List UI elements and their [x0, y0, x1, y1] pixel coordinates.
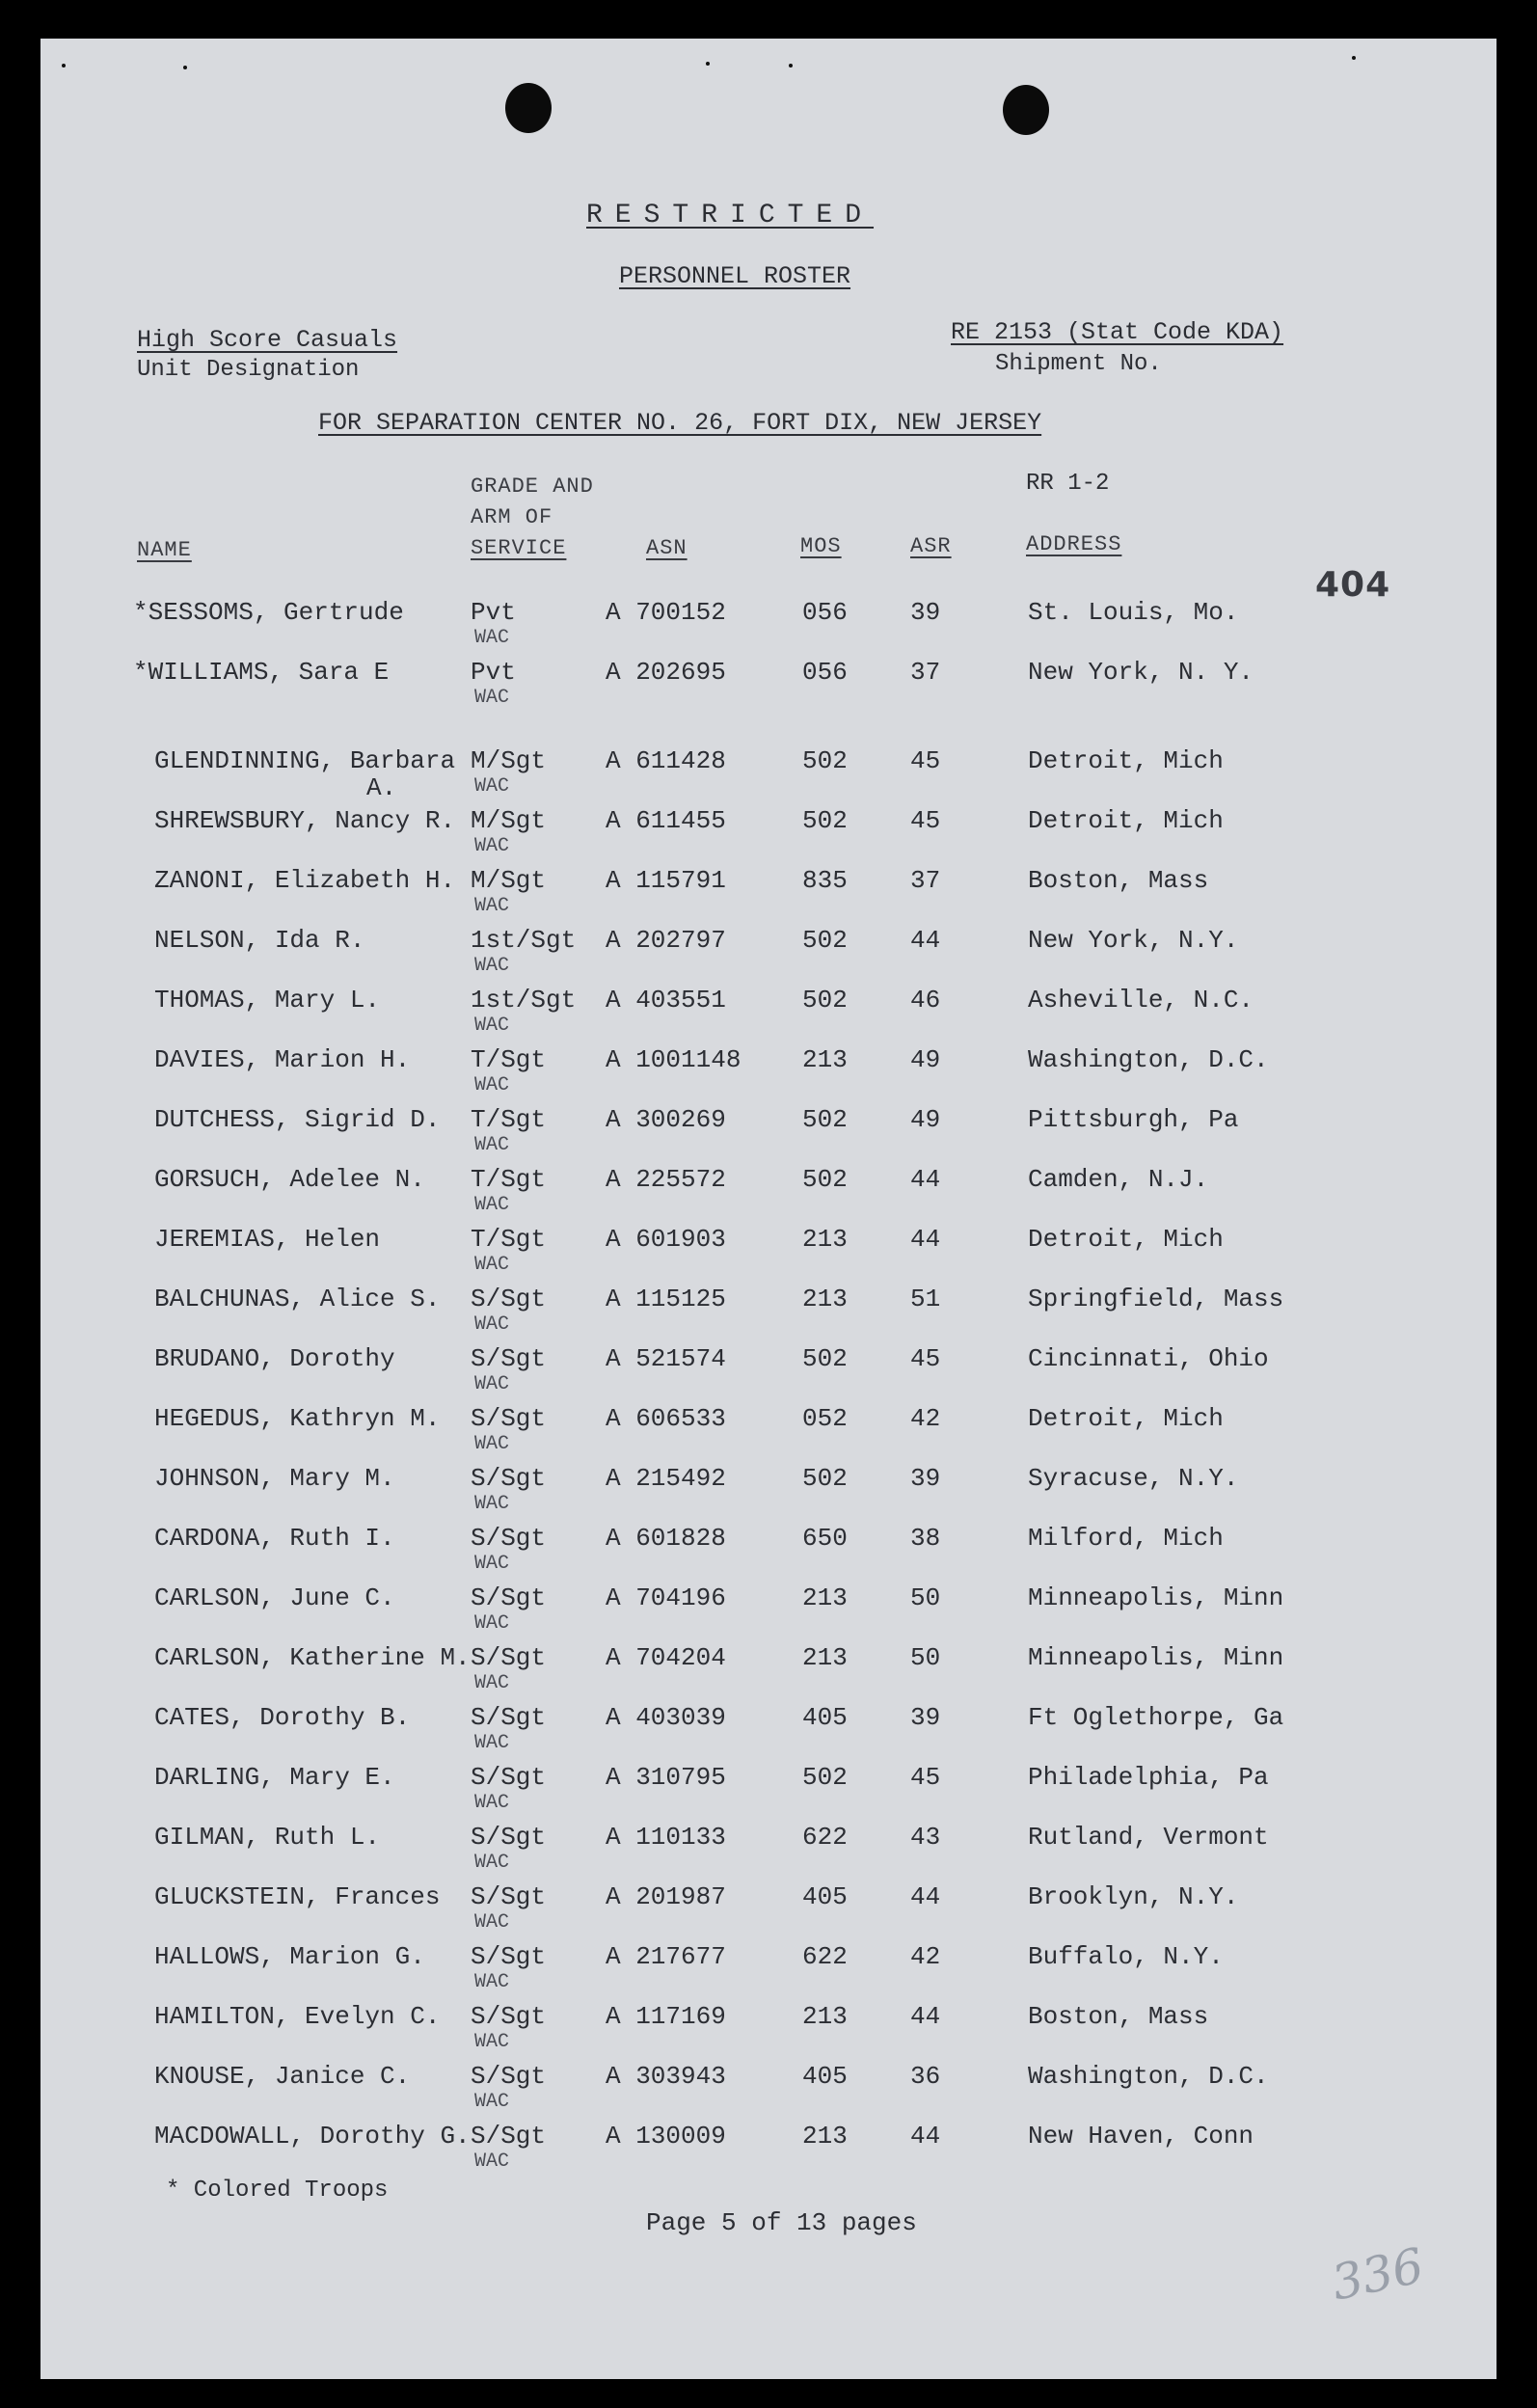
asr-cell: 50: [910, 1643, 941, 1672]
asr-cell: 44: [910, 926, 941, 955]
mos-cell: 213: [802, 2122, 848, 2151]
name-cell: MACDOWALL, Dorothy G.: [154, 2122, 471, 2151]
column-header-name: NAME: [137, 538, 192, 562]
table-row: [40, 1045, 1497, 1103]
name-cell: CATES, Dorothy B.: [154, 1703, 411, 1732]
name-cell: DARLING, Mary E.: [154, 1763, 395, 1792]
grade-cell: S/Sgt: [471, 1285, 547, 1313]
asn-cell: A 1001148: [606, 1045, 742, 1074]
asn-cell: A 601828: [606, 1524, 726, 1553]
table-row: [40, 1165, 1497, 1223]
asr-cell: 37: [910, 866, 941, 895]
arm-of-service: WAC: [474, 1254, 510, 1276]
grade-cell: S/Sgt: [471, 2002, 547, 2031]
asn-cell: A 130009: [606, 2122, 726, 2151]
name-cell: GORSUCH, Adelee N.: [154, 1165, 425, 1194]
address-cell: Boston, Mass: [1028, 2002, 1209, 2031]
arm-of-service: WAC: [474, 1792, 510, 1814]
asr-cell: 45: [910, 746, 941, 775]
address-cell: Minneapolis, Minn: [1028, 1583, 1284, 1612]
asn-cell: A 611455: [606, 806, 726, 835]
mos-cell: 213: [802, 2002, 848, 2031]
address-cell: Ft Oglethorpe, Ga: [1028, 1703, 1284, 1732]
grade-cell: S/Sgt: [471, 2062, 547, 2091]
asr-cell: 42: [910, 1404, 941, 1433]
grade-cell: M/Sgt: [471, 866, 547, 895]
name-cell: BRUDANO, Dorothy: [154, 1344, 395, 1373]
asr-cell: 44: [910, 1882, 941, 1911]
asr-cell: 45: [910, 806, 941, 835]
address-cell: Detroit, Mich: [1028, 1404, 1224, 1433]
grade-cell: S/Sgt: [471, 1942, 547, 1971]
table-row: [40, 986, 1497, 1043]
asn-cell: A 300269: [606, 1105, 726, 1134]
asn-cell: A 115125: [606, 1285, 726, 1313]
mos-cell: 502: [802, 926, 848, 955]
asn-cell: A 225572: [606, 1165, 726, 1194]
mos-cell: 405: [802, 1703, 848, 1732]
grade-cell: S/Sgt: [471, 1404, 547, 1433]
address-cell: New York, N.Y.: [1028, 926, 1239, 955]
name-cell: SHREWSBURY, Nancy R.: [154, 806, 456, 835]
arm-of-service: WAC: [474, 2031, 510, 2053]
unit-label: Unit Designation: [137, 357, 360, 383]
asn-cell: A 110133: [606, 1823, 726, 1852]
grade-cell: T/Sgt: [471, 1165, 547, 1194]
asr-cell: 44: [910, 1165, 941, 1194]
column-header-asn: ASN: [646, 536, 688, 560]
table-row: [40, 1882, 1497, 1940]
mos-cell: 056: [802, 658, 848, 687]
destination-line: FOR SEPARATION CENTER NO. 26, FORT DIX, NEW JERSEY: [318, 409, 1042, 437]
table-row: [40, 1404, 1497, 1462]
mos-cell: 502: [802, 1165, 848, 1194]
table-row: [40, 806, 1497, 864]
address-cell: Asheville, N.C.: [1028, 986, 1254, 1015]
asr-cell: 44: [910, 1225, 941, 1254]
asn-cell: A 117169: [606, 2002, 726, 2031]
asr-cell: 38: [910, 1524, 941, 1553]
table-row: [40, 1823, 1497, 1880]
speck: [183, 66, 187, 69]
table-row: [40, 2122, 1497, 2179]
grade-cell: S/Sgt: [471, 1703, 547, 1732]
stamp-number: 404: [1315, 565, 1391, 605]
grade-cell: Pvt: [471, 658, 516, 687]
asr-cell: 36: [910, 2062, 941, 2091]
asr-cell: 44: [910, 2002, 941, 2031]
grade-cell: T/Sgt: [471, 1105, 547, 1134]
table-row: [40, 746, 1497, 804]
table-row: [40, 1464, 1497, 1522]
asn-cell: A 310795: [606, 1763, 726, 1792]
mos-cell: 502: [802, 1105, 848, 1134]
asr-cell: 46: [910, 986, 941, 1015]
asr-cell: 49: [910, 1105, 941, 1134]
column-header-address: ADDRESS: [1026, 532, 1122, 556]
name-cell: HEGEDUS, Kathryn M.: [154, 1404, 441, 1433]
punch-hole-left: [505, 83, 552, 133]
arm-of-service: WAC: [474, 1672, 510, 1694]
asn-cell: A 611428: [606, 746, 726, 775]
asr-cell: 51: [910, 1285, 941, 1313]
asr-cell: 37: [910, 658, 941, 687]
arm-of-service: WAC: [474, 2091, 510, 2113]
name-cell: *WILLIAMS, Sara E: [133, 658, 390, 687]
name-cell: HAMILTON, Evelyn C.: [154, 2002, 441, 2031]
mos-cell: 835: [802, 866, 848, 895]
mos-cell: 502: [802, 746, 848, 775]
name-cell: ZANONI, Elizabeth H.: [154, 866, 456, 895]
name-cell: CARLSON, Katherine M.: [154, 1643, 471, 1672]
table-row: [40, 1703, 1497, 1761]
address-cell: Minneapolis, Minn: [1028, 1643, 1284, 1672]
name-cell: *SESSOMS, Gertrude: [133, 598, 404, 627]
speck: [789, 64, 793, 68]
column-header-grade-line2: ARM OF: [471, 505, 553, 529]
column-header-asr: ASR: [910, 534, 952, 558]
grade-cell: S/Sgt: [471, 1583, 547, 1612]
mos-cell: 052: [802, 1404, 848, 1433]
name-cell: GLENDINNING, Barbara: [154, 746, 456, 775]
address-cell: Washington, D.C.: [1028, 2062, 1269, 2091]
column-header-mos: MOS: [800, 534, 842, 558]
classification-heading: RESTRICTED: [586, 201, 875, 230]
asr-cell: 39: [910, 1464, 941, 1493]
unit-name: High Score Casuals: [137, 326, 398, 354]
table-row: [40, 598, 1497, 656]
table-row: [40, 1344, 1497, 1402]
table-row: [40, 1643, 1497, 1701]
name-cell: CARDONA, Ruth I.: [154, 1524, 395, 1553]
page-info: Page 5 of 13 pages: [646, 2208, 917, 2237]
asn-cell: A 202797: [606, 926, 726, 955]
address-cell: Brooklyn, N.Y.: [1028, 1882, 1239, 1911]
grade-cell: S/Sgt: [471, 1643, 547, 1672]
grade-cell: Pvt: [471, 598, 516, 627]
shipment-label: Shipment No.: [995, 351, 1162, 377]
mos-cell: 502: [802, 1763, 848, 1792]
arm-of-service: WAC: [474, 775, 510, 798]
address-cell: Buffalo, N.Y.: [1028, 1942, 1224, 1971]
address-cell: Camden, N.J.: [1028, 1165, 1209, 1194]
asn-cell: A 704204: [606, 1643, 726, 1672]
asn-cell: A 217677: [606, 1942, 726, 1971]
mos-cell: 622: [802, 1823, 848, 1852]
name-cell: DAVIES, Marion H.: [154, 1045, 411, 1074]
address-cell: Rutland, Vermont: [1028, 1823, 1269, 1852]
asn-cell: A 403039: [606, 1703, 726, 1732]
table-row: [40, 658, 1497, 716]
arm-of-service: WAC: [474, 627, 510, 649]
asr-cell: 44: [910, 2122, 941, 2151]
arm-of-service: WAC: [474, 1493, 510, 1515]
arm-of-service: WAC: [474, 1015, 510, 1037]
grade-cell: 1st/Sgt: [471, 926, 577, 955]
mos-cell: 056: [802, 598, 848, 627]
grade-cell: S/Sgt: [471, 1763, 547, 1792]
speck: [1352, 56, 1356, 60]
name-cell: GLUCKSTEIN, Frances: [154, 1882, 441, 1911]
asr-cell: 39: [910, 1703, 941, 1732]
pencil-number: 336: [1327, 2237, 1429, 2312]
asn-cell: A 202695: [606, 658, 726, 687]
asr-cell: 45: [910, 1763, 941, 1792]
address-cell: New York, N. Y.: [1028, 658, 1254, 687]
arm-of-service: WAC: [474, 687, 510, 709]
arm-of-service: WAC: [474, 1612, 510, 1635]
grade-cell: S/Sgt: [471, 1464, 547, 1493]
address-cell: Detroit, Mich: [1028, 746, 1224, 775]
mos-cell: 650: [802, 1524, 848, 1553]
grade-cell: M/Sgt: [471, 806, 547, 835]
table-row: [40, 926, 1497, 984]
address-cell: New Haven, Conn: [1028, 2122, 1254, 2151]
speck: [62, 64, 66, 68]
name-cell: BALCHUNAS, Alice S.: [154, 1285, 441, 1313]
arm-of-service: WAC: [474, 1911, 510, 1934]
mos-cell: 213: [802, 1583, 848, 1612]
grade-cell: S/Sgt: [471, 1344, 547, 1373]
mos-cell: 405: [802, 2062, 848, 2091]
address-cell: Boston, Mass: [1028, 866, 1209, 895]
grade-cell: T/Sgt: [471, 1045, 547, 1074]
mos-cell: 405: [802, 1882, 848, 1911]
address-cell: Pittsburgh, Pa: [1028, 1105, 1239, 1134]
punch-hole-right: [1003, 85, 1049, 135]
arm-of-service: WAC: [474, 1732, 510, 1754]
asn-cell: A 403551: [606, 986, 726, 1015]
name-cell: HALLOWS, Marion G.: [154, 1942, 425, 1971]
grade-cell: 1st/Sgt: [471, 986, 577, 1015]
grade-cell: T/Sgt: [471, 1225, 547, 1254]
table-row: [40, 1105, 1497, 1163]
address-cell: Detroit, Mich: [1028, 1225, 1224, 1254]
table-row: [40, 1942, 1497, 2000]
name-continuation: A.: [366, 773, 397, 802]
name-cell: DUTCHESS, Sigrid D.: [154, 1105, 441, 1134]
arm-of-service: WAC: [474, 1433, 510, 1455]
mos-cell: 622: [802, 1942, 848, 1971]
asn-cell: A 704196: [606, 1583, 726, 1612]
document-page: [40, 39, 1497, 2379]
asr-cell: 42: [910, 1942, 941, 1971]
asr-cell: 45: [910, 1344, 941, 1373]
asn-cell: A 601903: [606, 1225, 726, 1254]
mos-cell: 213: [802, 1643, 848, 1672]
asn-cell: A 115791: [606, 866, 726, 895]
table-row: [40, 1524, 1497, 1582]
address-cell: Detroit, Mich: [1028, 806, 1224, 835]
grade-cell: S/Sgt: [471, 2122, 547, 2151]
mos-cell: 213: [802, 1225, 848, 1254]
mos-cell: 213: [802, 1285, 848, 1313]
arm-of-service: WAC: [474, 1852, 510, 1874]
table-row: [40, 1225, 1497, 1283]
arm-of-service: WAC: [474, 1134, 510, 1156]
mos-cell: 213: [802, 1045, 848, 1074]
mos-cell: 502: [802, 1464, 848, 1493]
arm-of-service: WAC: [474, 1553, 510, 1575]
name-cell: NELSON, Ida R.: [154, 926, 365, 955]
arm-of-service: WAC: [474, 2151, 510, 2173]
rr-code: RR 1-2: [1026, 471, 1110, 497]
asn-cell: A 521574: [606, 1344, 726, 1373]
name-cell: THOMAS, Mary L.: [154, 986, 381, 1015]
table-row: [40, 2062, 1497, 2120]
address-cell: Philadelphia, Pa: [1028, 1763, 1269, 1792]
arm-of-service: WAC: [474, 1971, 510, 1993]
asr-cell: 49: [910, 1045, 941, 1074]
address-cell: Syracuse, N.Y.: [1028, 1464, 1239, 1493]
asn-cell: A 700152: [606, 598, 726, 627]
arm-of-service: WAC: [474, 1313, 510, 1336]
asn-cell: A 215492: [606, 1464, 726, 1493]
name-cell: GILMAN, Ruth L.: [154, 1823, 381, 1852]
name-cell: JOHNSON, Mary M.: [154, 1464, 395, 1493]
address-cell: St. Louis, Mo.: [1028, 598, 1239, 627]
table-row: [40, 866, 1497, 924]
mos-cell: 502: [802, 986, 848, 1015]
arm-of-service: WAC: [474, 1373, 510, 1395]
shipment-code: RE 2153 (Stat Code KDA): [951, 318, 1284, 346]
asr-cell: 50: [910, 1583, 941, 1612]
footnote: * Colored Troops: [166, 2178, 389, 2204]
name-cell: JEREMIAS, Helen: [154, 1225, 381, 1254]
arm-of-service: WAC: [474, 835, 510, 857]
asn-cell: A 201987: [606, 1882, 726, 1911]
grade-cell: S/Sgt: [471, 1882, 547, 1911]
name-cell: CARLSON, June C.: [154, 1583, 395, 1612]
asn-cell: A 303943: [606, 2062, 726, 2091]
speck: [706, 62, 710, 66]
arm-of-service: WAC: [474, 955, 510, 977]
address-cell: Cincinnati, Ohio: [1028, 1344, 1269, 1373]
address-cell: Springfield, Mass: [1028, 1285, 1284, 1313]
table-row: [40, 1285, 1497, 1342]
arm-of-service: WAC: [474, 1194, 510, 1216]
arm-of-service: WAC: [474, 895, 510, 917]
mos-cell: 502: [802, 1344, 848, 1373]
table-row: [40, 1583, 1497, 1641]
address-cell: Milford, Mich: [1028, 1524, 1224, 1553]
name-cell: KNOUSE, Janice C.: [154, 2062, 411, 2091]
column-header-grade-line1: GRADE AND: [471, 474, 594, 499]
mos-cell: 502: [802, 806, 848, 835]
grade-cell: M/Sgt: [471, 746, 547, 775]
grade-cell: S/Sgt: [471, 1823, 547, 1852]
arm-of-service: WAC: [474, 1074, 510, 1096]
asr-cell: 43: [910, 1823, 941, 1852]
table-row: [40, 2002, 1497, 2060]
column-header-grade-line3: SERVICE: [471, 536, 567, 560]
roster-title: PERSONNEL ROSTER: [619, 262, 851, 290]
asr-cell: 39: [910, 598, 941, 627]
table-row: [40, 1763, 1497, 1821]
asn-cell: A 606533: [606, 1404, 726, 1433]
address-cell: Washington, D.C.: [1028, 1045, 1269, 1074]
grade-cell: S/Sgt: [471, 1524, 547, 1553]
